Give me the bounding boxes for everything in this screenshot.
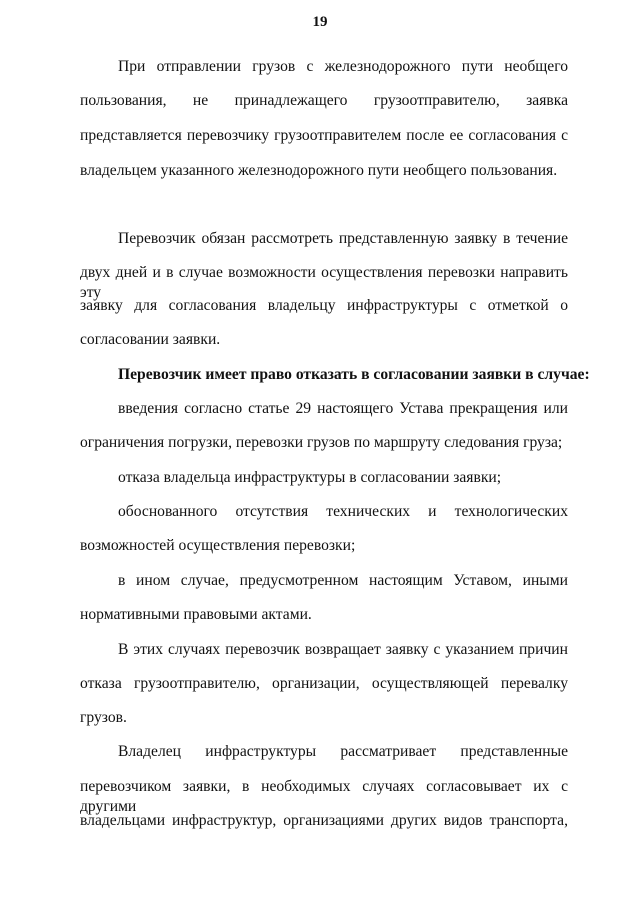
text-line: представляется перевозчику грузоотправителем после ее согласования с bbox=[80, 127, 568, 144]
text-line: возможностей осуществления перевозки; bbox=[80, 537, 356, 554]
page-number: 19 bbox=[312, 14, 328, 30]
text-line: владельцами инфраструктур, организациями других видов транспорта, bbox=[80, 812, 568, 829]
text-line: отказа грузоотправителю, организации, осуществляющей перевалку bbox=[80, 675, 568, 692]
text-line: нормативными правовыми актами. bbox=[80, 606, 312, 623]
text-line: пользования, не принадлежащего грузоотправителю, заявка bbox=[80, 92, 568, 109]
text-line: При отправлении грузов с железнодорожного пути необщего bbox=[118, 58, 568, 75]
text-line: согласовании заявки. bbox=[80, 331, 221, 348]
text-line: двух дней и в случае возможности осуществления перевозки направить эту bbox=[80, 264, 568, 301]
text-line: Владелец инфраструктуры рассматривает представленные bbox=[118, 743, 568, 760]
text-line: перевозчиком заявки, в необходимых случаях согласовывает их с другими bbox=[80, 778, 568, 815]
text-line: грузов. bbox=[80, 709, 127, 726]
text-line: В этих случаях перевозчик возвращает заявку с указанием причин bbox=[118, 641, 568, 658]
text-line: владельцем указанного железнодорожного пути необщего пользования. bbox=[80, 162, 558, 179]
text-line: отказа владельца инфраструктуры в согласовании заявки; bbox=[118, 469, 502, 486]
text-line: ограничения погрузки, перевозки грузов по маршруту следования груза; bbox=[80, 434, 563, 451]
text-line: введения согласно статье 29 настоящего Устава прекращения или bbox=[118, 400, 568, 417]
text-line: Перевозчик имеет право отказать в согласовании заявки в случае: bbox=[118, 366, 590, 383]
text-line: в ином случае, предусмотренном настоящим Уставом, иными bbox=[118, 572, 568, 589]
text-line: обоснованного отсутствия технических и технологических bbox=[118, 503, 568, 520]
text-line: заявку для согласования владельцу инфраструктуры с отметкой о bbox=[80, 297, 568, 314]
text-line: Перевозчик обязан рассмотреть представленную заявку в течение bbox=[118, 230, 568, 247]
